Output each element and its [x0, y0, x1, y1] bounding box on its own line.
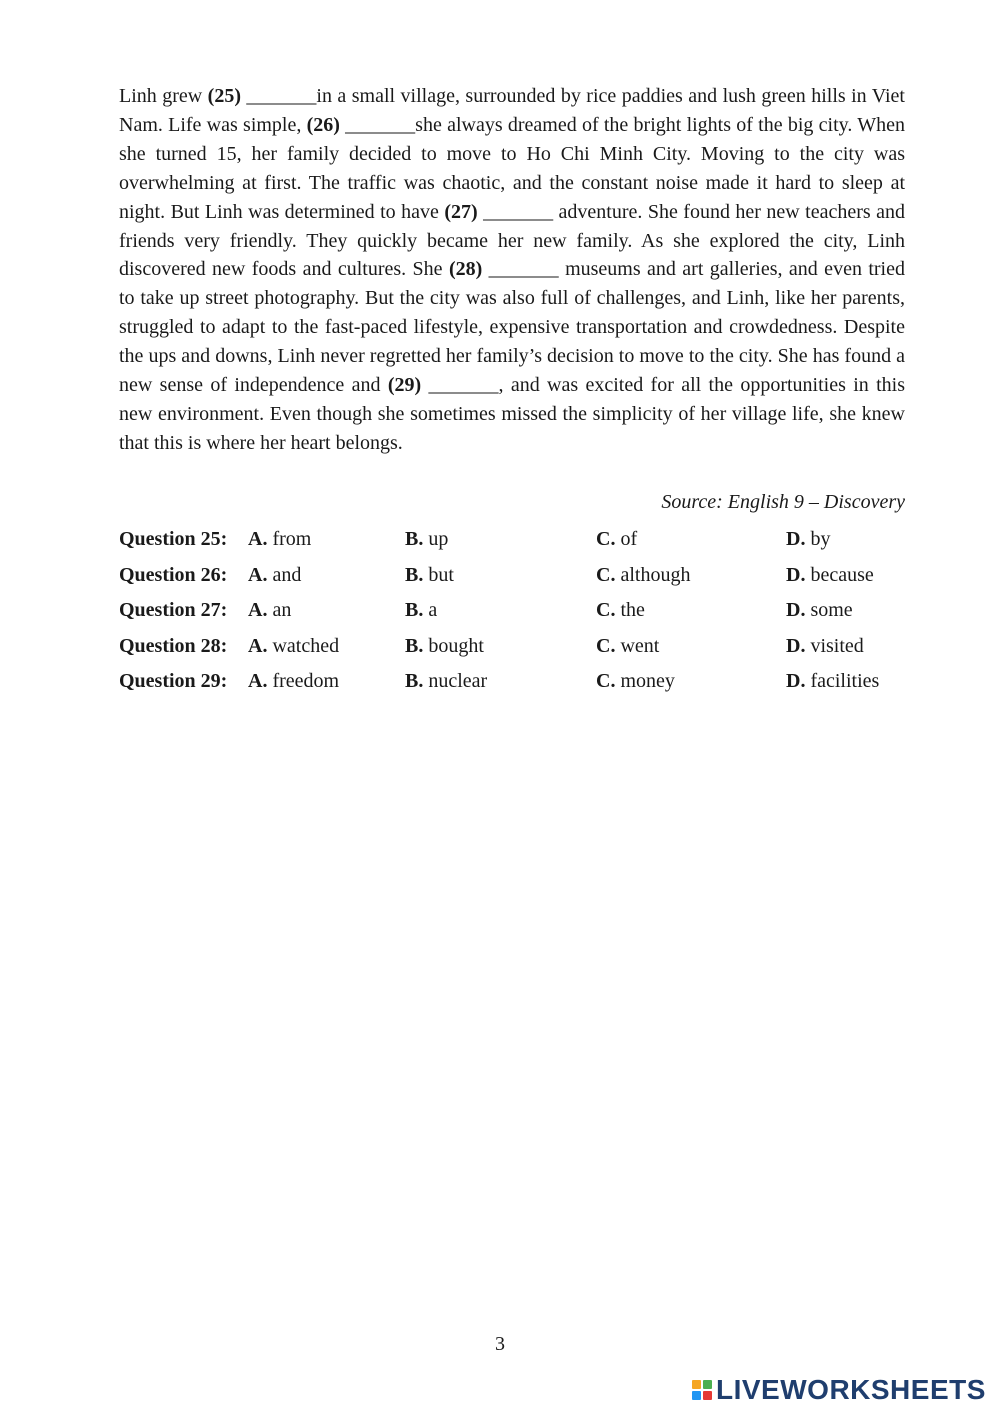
option-text: bought	[428, 634, 484, 657]
option-letter: A.	[248, 563, 268, 586]
option-c[interactable]	[596, 564, 690, 587]
option-text: facilities	[810, 670, 880, 693]
option-text: went	[620, 634, 660, 657]
option-letter: A.	[248, 634, 268, 657]
passage-text: _______in a small village, surrounded by rice paddies and lush green hills in Viet Nam. Life was simple,	[119, 85, 905, 136]
passage-text: Linh grew	[119, 85, 208, 107]
question-label: Question 28:	[119, 634, 228, 657]
option-letter: D.	[786, 634, 806, 657]
option-a[interactable]	[248, 670, 339, 693]
option-a[interactable]	[248, 564, 301, 587]
option-letter: C.	[596, 634, 616, 657]
option-b[interactable]	[405, 670, 487, 693]
option-text: of	[620, 528, 638, 550]
question-row	[119, 668, 909, 704]
option-text: because	[810, 563, 874, 586]
option-text: visited	[810, 634, 864, 657]
blank-number-28: (28)	[448, 258, 483, 281]
option-letter: A.	[248, 670, 268, 693]
blank-number-29: (29)	[387, 374, 422, 397]
blank-number-26: (26)	[306, 113, 340, 136]
option-text: an	[272, 599, 292, 622]
option-c[interactable]	[596, 528, 637, 551]
page-number: 3	[495, 1333, 505, 1355]
question-label: Question 25:	[119, 528, 228, 550]
option-b[interactable]	[405, 564, 454, 587]
passage-text: _______ museums and art galleries, and even tried to take up street photography. But the city was also full of challenges, and Linh, like her parents, struggled to adapt to the fast-paced lifestyle, expensive transportation and crowdedness. Despite the ups and downs, Linh never regretted her family’s decision to move to the city. She has found a new sense of independence and	[119, 258, 905, 397]
logo-icon	[692, 1380, 712, 1400]
question-label: Question 26:	[119, 563, 228, 586]
option-text: money	[620, 670, 675, 693]
liveworksheets-logo	[692, 1374, 986, 1406]
option-d[interactable]	[786, 599, 853, 622]
blank-number-27: (27)	[444, 200, 478, 223]
option-letter: B.	[405, 670, 424, 693]
option-text: some	[810, 599, 853, 622]
option-d[interactable]	[786, 564, 874, 587]
source-citation: Source: English 9 – Discovery	[661, 491, 905, 513]
option-letter: B.	[405, 563, 424, 586]
option-c[interactable]	[596, 599, 645, 622]
option-b[interactable]	[405, 599, 437, 622]
option-text: a	[428, 599, 438, 622]
option-a[interactable]	[248, 528, 311, 551]
logo-text: LIVEWORKSHEETS	[716, 1374, 986, 1405]
option-letter: C.	[596, 670, 616, 693]
option-text: by	[810, 528, 831, 550]
logo-square	[703, 1380, 712, 1389]
option-text: nuclear	[428, 670, 488, 693]
option-letter: C.	[596, 599, 616, 622]
option-b[interactable]	[405, 635, 484, 658]
option-letter: D.	[786, 599, 806, 622]
question-row	[119, 633, 909, 669]
option-text: and	[272, 563, 302, 586]
option-letter: B.	[405, 528, 424, 550]
option-d[interactable]	[786, 670, 879, 693]
logo-square	[692, 1380, 701, 1389]
option-text: from	[272, 528, 312, 550]
option-text: freedom	[272, 670, 340, 693]
option-letter: A.	[248, 528, 268, 550]
question-row	[119, 562, 909, 598]
logo-square	[692, 1391, 701, 1400]
option-letter: C.	[596, 563, 616, 586]
option-text: watched	[272, 634, 340, 657]
question-row	[119, 597, 909, 633]
passage-text: _______ adventure. She found her new teachers and friends very friendly. They quickly became her new family. As she explored the city, Linh discovered new foods and cultures. She	[119, 200, 905, 281]
blank-number-25: (25)	[207, 85, 241, 107]
option-a[interactable]	[248, 599, 291, 622]
option-c[interactable]	[596, 635, 659, 658]
option-letter: B.	[405, 634, 424, 657]
option-letter: D.	[786, 528, 806, 550]
option-b[interactable]	[405, 528, 448, 551]
question-label: Question 29:	[119, 670, 228, 693]
option-text: the	[620, 599, 645, 622]
option-c[interactable]	[596, 670, 675, 693]
passage-text: _______, and was excited for all the opportunities in this new environment. Even though she sometimes missed the simplicity of her village life, she knew that this is where her heart belongs.	[119, 374, 905, 454]
option-letter: C.	[596, 528, 616, 550]
option-d[interactable]	[786, 528, 830, 551]
option-text: up	[428, 528, 449, 550]
option-letter: A.	[248, 599, 268, 622]
question-label: Question 27:	[119, 599, 228, 622]
option-d[interactable]	[786, 635, 864, 658]
option-letter: D.	[786, 670, 806, 693]
option-a[interactable]	[248, 635, 339, 658]
logo-square	[703, 1391, 712, 1400]
option-text: but	[428, 563, 454, 586]
option-text: although	[620, 563, 691, 586]
reading-passage	[119, 82, 905, 458]
option-letter: D.	[786, 563, 806, 586]
option-letter: B.	[405, 599, 424, 622]
passage-text: _______she always dreamed of the bright lights of the big city. When she turned 15, her family decided to move to Ho Chi Minh City. Moving to the city was overwhelming at first. The traffic was chaotic, and the constant noise made it hard to sleep at night. But Linh was determined to have	[119, 113, 905, 223]
question-list	[119, 526, 909, 704]
question-row	[119, 526, 909, 562]
